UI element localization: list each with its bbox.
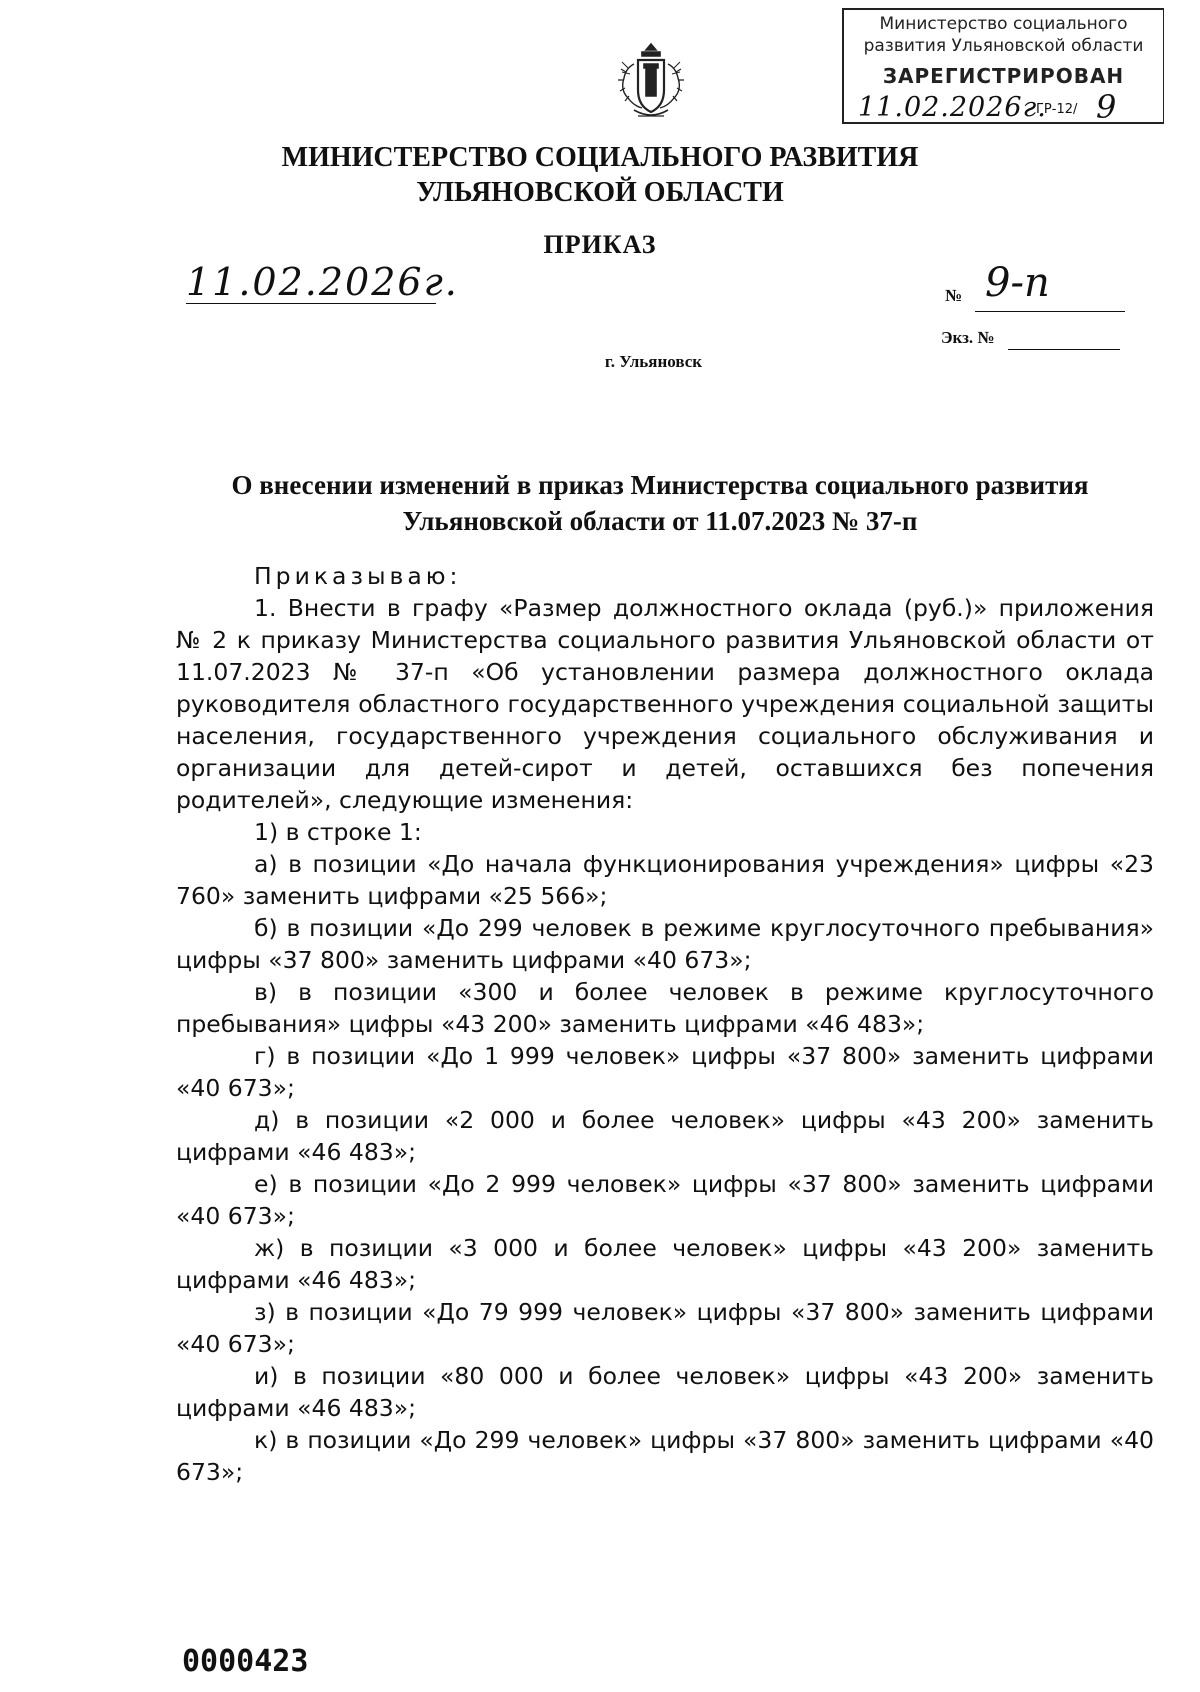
- copy-number-label: Экз. №: [941, 328, 995, 347]
- stamp-ministry-line2: развития Ульяновской области: [863, 36, 1144, 56]
- copy-number-underline: [1008, 349, 1120, 350]
- paragraph-position-b: б) в позиции «До 299 человек в режиме круглосуточного пребывания» цифры «37 800» заменить цифрами «40 673»;: [176, 914, 1154, 974]
- stamp-reg-prefix: ГР-12/: [1036, 102, 1078, 117]
- stamp-ministry-line1: Министерство социального: [879, 14, 1128, 34]
- order-date-underline: [186, 303, 436, 304]
- order-date: 11.02.2026г.: [186, 260, 459, 304]
- stamp-reg-number: 9: [1096, 88, 1117, 126]
- stamp-status: ЗАРЕГИСТРИРОВАН: [882, 64, 1125, 88]
- order-subject-line1: О внесении изменений в приказ Министерства социального развития: [231, 470, 1089, 500]
- city: г. Ульяновск: [604, 352, 703, 371]
- paragraph-position-z: з) в позиции «До 79 999 человек» цифры «37 800» заменить цифрами «40 673»;: [176, 1298, 1154, 1358]
- order-number-underline: [975, 311, 1125, 312]
- paragraph-position-g: г) в позиции «До 1 999 человек» цифры «37 800» заменить цифрами «40 673»;: [176, 1042, 1154, 1102]
- ministry-name-line1: МИНИСТЕРСТВО СОЦИАЛЬНОГО РАЗВИТИЯ: [281, 142, 919, 173]
- paragraph-position-a: а) в позиции «До начала функционирования учреждения» цифры «23 760» заменить цифрами «25 566»;: [176, 850, 1154, 910]
- paragraph-position-d: д) в позиции «2 000 и более человек» цифры «43 200» заменить цифрами «46 483»;: [176, 1106, 1154, 1166]
- registration-stamp: [842, 8, 1164, 124]
- order-title: ПРИКАЗ: [543, 230, 657, 259]
- paragraph-position-zh: ж) в позиции «3 000 и более человек» цифры «43 200» заменить цифрами «46 483»;: [176, 1234, 1154, 1294]
- document-serial-number: 0000423: [182, 1644, 309, 1679]
- stamp-date: 11.02.2026г.: [858, 92, 1047, 123]
- paragraph-position-e: е) в позиции «До 2 999 человек» цифры «37 800» заменить цифрами «40 673»;: [176, 1170, 1154, 1230]
- ministry-name-line2: УЛЬЯНОВСКОЙ ОБЛАСТИ: [416, 177, 784, 208]
- paragraph-item-1: 1. Внести в графу «Размер должностного оклада (руб.)» приложения № 2 к приказу Министерства социального развития Ульяновской области от 11.07.2023 № 37-п «Об установлении размера должностного оклада руководителя областного государственного учреждения социальной защиты населения, государственного учреждения социального обслуживания и организации для детей-сирот и детей, оставшихся без попечения родителей», следующие изменения:: [176, 594, 1154, 814]
- order-number-value: 9-п: [985, 260, 1050, 306]
- paragraph-position-k: к) в позиции «До 299 человек» цифры «37 800» заменить цифрами «40 673»;: [176, 1426, 1154, 1486]
- order-subject: [120, 467, 1200, 539]
- stamp-underline: [854, 122, 1150, 124]
- order-body: [176, 560, 1154, 1488]
- order-directive: Приказываю:: [254, 562, 462, 590]
- paragraph-subitem-1: 1) в строке 1:: [254, 818, 422, 846]
- order-subject-line2: Ульяновской области от 11.07.2023 № 37-п: [402, 506, 918, 536]
- order-number-label: №: [945, 286, 963, 305]
- coat-of-arms-icon: [608, 38, 694, 124]
- paragraph-position-v: в) в позиции «300 и более человек в режиме круглосуточного пребывания» цифры «43 200» заменить цифрами «46 483»;: [176, 978, 1154, 1038]
- paragraph-position-i: и) в позиции «80 000 и более человек» цифры «43 200» заменить цифрами «46 483»;: [176, 1362, 1154, 1422]
- ministry-name: [0, 140, 1200, 210]
